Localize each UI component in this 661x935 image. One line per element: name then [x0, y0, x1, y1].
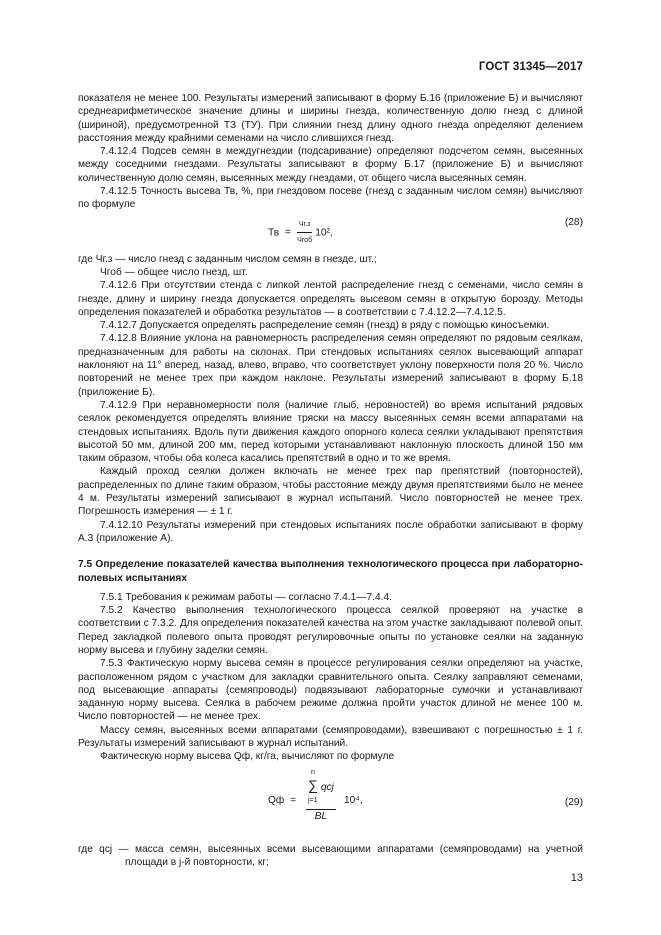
paragraph-7-4-12-8: 7.4.12.8 Влияние уклона на равномерность распределения семян определяют по рядовым сеялкам, предназначенным для работы на склонах. При стендовых испытаниях сеялок высевающий аппарат наклоняют на 11° вперед, назад, влево, вправо, что соответствует уклону поверхности поля 20 %. Число повторений не менее трех при каждом наклоне. Результаты измерений записывают в форму Б.18 (приложение Б).	[78, 333, 583, 398]
paragraph-mass: Массу семян, высеянных всеми аппаратами (семяпроводами), взвешивают с погрешностью ± 1 г. Результаты измерений записывают в журнал испытаний.	[78, 724, 583, 750]
formula-28-factor: 10²,	[315, 227, 333, 239]
paragraph-7-5-2: 7.5.2 Качество выполнения технологического процесса сеялкой проверяют на участке в соответствии с 7.3.2. Для определения показателей качества на этом участке закладывают полевой опыт. Перед закладкой полевого опыта проводят регулировочные опыты по установке сеялки на заданную норму высева и глубину заделки семян.	[78, 605, 583, 656]
formula-29-sum-sign: ∑	[308, 776, 318, 793]
formula-29-sum-bottom: j=1	[308, 797, 318, 805]
formula-29-eq: =	[290, 794, 297, 806]
paragraph-intro: показателя не менее 100. Результаты измерений записывают в форму Б.16 (приложение Б) и вычисляют среднеарифметическое значение длины и ширины гнезда, количественную долю гнезд с длиной (шириной), предусмотренной ТЗ (ТУ). При слиянии гнезд длину одного гнезда определяют делением расстояния между крайними семенами на число слившихся гнезд.	[78, 93, 583, 144]
formula-29-sum-term: qcj	[320, 781, 334, 793]
paragraph-7-4-12-7: 7.4.12.7 Допускается определять распределение семян (гнезд) в ряду с помощью киносъемки.	[100, 320, 550, 332]
paragraph-7-4-12-4: 7.4.12.4 Подсев семян в междугнездии (подсаривание) определяют подсчетом семян, высеянных между соседними гнездами. Результаты записывают в форму Б.17 (приложение Б) и вычисляют количественную долю семян, высеянных между гнездами, от общего числа высеянных семян.	[78, 146, 583, 184]
formula-29-lhs: Qф	[268, 794, 285, 806]
where-29-a: где qcj — масса семян, высеянных всеми высевающими аппаратами (семяпроводами) на учетной площади в j-й повторности, кг;	[78, 843, 583, 868]
paragraph-passes: Каждый проход сеялки должен включать не менее трех пар препятствий (повторностей), распределенных по длине таким образом, чтобы расстояние между двумя препятствиями было не менее 4 м. Результаты измерений записывают в журнал испытаний. Число повторностей не менее трех. Погрешность измерения — ± 1 г.	[78, 466, 583, 518]
formula-29-denominator: BL	[314, 810, 328, 822]
formula-28-eq: =	[285, 227, 291, 239]
formula-28-number: (28)	[564, 216, 583, 228]
formula-28-numerator: Чг.з	[297, 218, 313, 233]
formula-29	[78, 766, 583, 840]
paragraph-7-4-12-9: 7.4.12.9 При неравномерности поля (наличие глыб, неровностей) во время испытаний рядовых сеялок рекомендуется определять влияние тряски на массу высеянных семян всеми аппаратами на стендовых испытаниях. Вдоль пути движения каждого опорного колеса сеялки укладывают препятствия высотой 50 мм, длиной 200 мм, перед которыми устанавливают наклонную плоскость длиной 150 мм таким образом, чтобы оба колеса касались препятствий в одно и то же время.	[78, 399, 583, 465]
page-number: 13	[570, 872, 583, 884]
formula-29-number: (29)	[564, 796, 583, 808]
formula-28-lhs: Тв	[268, 227, 280, 239]
paragraph-7-5-1: 7.5.1 Требования к режимам работы — согласно 7.4.1—7.4.4.	[100, 591, 392, 603]
formula-28-denominator: Чгоб	[297, 236, 313, 244]
paragraph-7-4-12-10: 7.4.12.10 Результаты измерений при стендовых испытаниях после обработки записывают в форму А.3 (приложение А).	[78, 519, 583, 544]
section-heading-7-5: 7.5 Определение показателей качества выполнения технологического процесса при лабораторно-полевых испытаниях	[78, 559, 583, 584]
where-28-a: где Чг.з — число гнезд с заданным числом семян в гнезде, шт.;	[78, 253, 377, 265]
paragraph-7-4-12-6: 7.4.12.6 При отсутствии стенда с липкой лентой распределение гнезд с семенами, число семян в гнезде, длину и ширину гнезда допускается определять высевом семян в открытую борозду. Методы определения показателей и обработка результатов — в соответствии с 7.4.12.2—7.4.12.5.	[78, 280, 583, 318]
paragraph-7-5-3: 7.5.3 Фактическую норму высева семян в процессе регулирования сеялки определяют на участке, расположенном рядом с участком для закладки сравнительного опыта. Сеялку заправляют семенами, под высевающие аппараты (семяпроводы) подвязывают лабораторные сумочки и устанавливают заданную норму высева. Сеялка в рабочем режиме должна пройти участок длиной не менее 100 м. Число повторностей — не менее трех.	[78, 658, 583, 723]
formula-28-fraction	[297, 218, 313, 248]
formula-28	[78, 214, 583, 250]
paragraph-actual-rate: Фактическую норму высева Qф, кг/га, вычисляют по формуле	[100, 751, 395, 763]
document-code: ГОСТ 31345—2017	[478, 61, 583, 73]
paragraph-7-4-12-5: 7.4.12.5 Точность высева Тв, %, при гнездовом посеве (гнезд с заданным числом семян) вычисляют по формуле	[78, 186, 583, 211]
formula-29-fraction	[306, 766, 336, 823]
where-28-b: Чгоб — общее число гнезд, шт.	[100, 266, 248, 278]
formula-29-sum-top: n	[311, 768, 315, 776]
formula-29-factor: 10⁴,	[344, 794, 363, 806]
page-content	[78, 92, 583, 869]
